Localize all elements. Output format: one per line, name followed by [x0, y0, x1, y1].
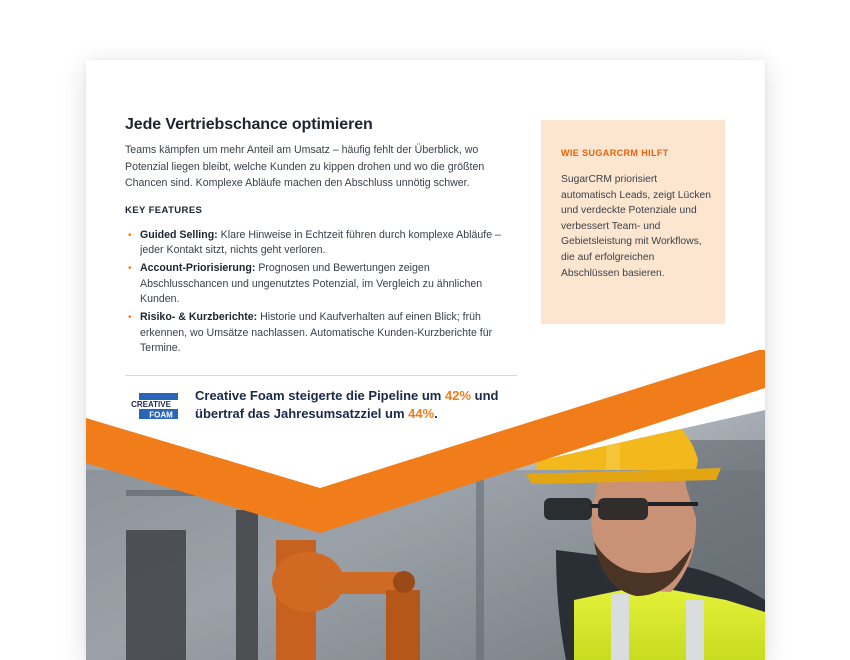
key-features-title: KEY FEATURES	[125, 204, 203, 216]
intro-paragraph: Teams kämpfen um mehr Anteil am Umsatz – häufig fehlt der Überblick, wo Potenzial liegen bleibt, welche Kunden zu kippen drohen und wo die größten Chancen sind. Komplexe Abläufe machen den Abschluss unnötig schwer.	[125, 144, 485, 189]
bullet-icon: •	[128, 262, 132, 274]
revenue-target-value: 44%	[408, 406, 435, 421]
svg-text:CREATIVE: CREATIVE	[131, 400, 171, 409]
sidebar-title: WIE SUGARCRM HILFT	[561, 148, 669, 158]
hero-photo-worker	[86, 350, 765, 660]
main-content	[125, 116, 517, 359]
svg-text:FOAM: FOAM	[149, 410, 173, 419]
sidebar-text: SugarCRM priorisiert automatisch Leads, zeigt Lücken und verdeckte Potenziale und verbessert Team- und Gebietsleistung mit Workflows, die auf erfolgreichen Abschlüssen basieren.	[561, 174, 711, 279]
testimonial-quote: Creative Foam steigerte die Pipeline um 42% und übertraf das Jahresumsatzziel um 44%.	[195, 388, 499, 421]
feature-term: Guided Selling:	[140, 228, 218, 241]
bullet-icon: •	[128, 229, 132, 241]
page-title: Jede Vertriebschance optimieren	[125, 116, 373, 133]
feature-text: Historie und Kaufverhalten auf einen Blick; früh erkennen, wo Umsätze nachlassen. Automatische Kunden-Kurzberichte für Termine.	[140, 311, 493, 355]
feature-term: Account-Priorisierung:	[140, 261, 256, 274]
pipeline-increase-value: 42%	[444, 388, 472, 403]
feature-item-account-priorisierung	[125, 261, 517, 308]
feature-text: Klare Hinweise in Echtzeit führen durch komplexe Abläufe – jeder Kontakt sitzt, nichts geht verloren.	[140, 228, 501, 257]
bullet-icon: •	[128, 312, 132, 324]
feature-item-guided-selling	[125, 228, 517, 259]
document-page	[86, 60, 765, 660]
sidebar-callout	[541, 120, 725, 324]
feature-term: Risiko- & Kurzberichte:	[140, 311, 258, 324]
feature-text: Prognosen und Bewertungen zeigen Abschlusschancen und ungenutztes Potenzial, im Vergleich zu ähnlichen Kunden.	[140, 261, 483, 306]
key-features-list	[125, 228, 517, 358]
